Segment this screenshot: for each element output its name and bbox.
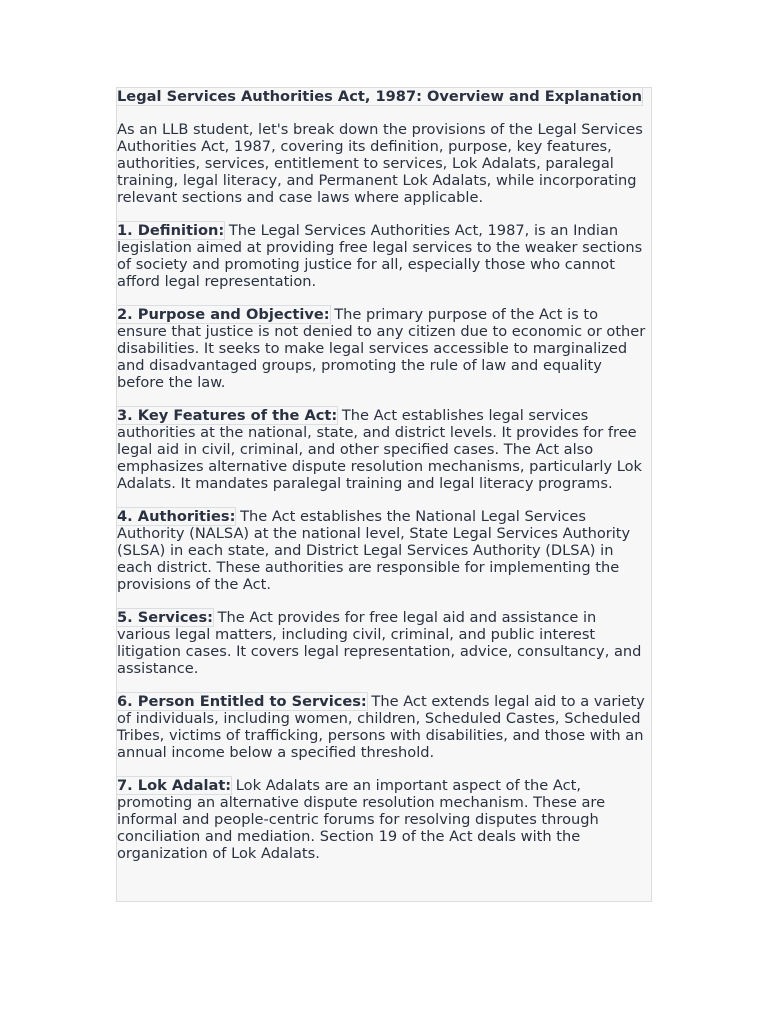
section-body: The Act extends legal aid to a variety of individuals, including women, children, Scheduled Castes, Scheduled Tribes, victims of trafficking, persons with disabilities, and those with an annual income below a specified threshold. (117, 692, 645, 761)
section-body: The Act provides for free legal aid and assistance in various legal matters, including civil, criminal, and public interest litigation cases. It covers legal representation, advice, consultancy, and assistance. (117, 608, 642, 677)
section-heading: 4. Authorities: (117, 507, 236, 525)
section-heading: 2. Purpose and Objective: (117, 305, 330, 323)
section-heading: 6. Person Entitled to Services: (117, 692, 367, 710)
section-lok-adalat (117, 777, 651, 862)
document-body (116, 87, 652, 902)
intro-paragraph: As an LLB student, let's break down the provisions of the Legal Services Authorities Act, 1987, covering its definition, purpose, key features, authorities, services, entitlement to services, Lok Adalats, paralegal training, legal literacy, and Permanent Lok Adalats, while incorporating relevant sections and case laws where applicable. (117, 120, 643, 206)
section-heading: 1. Definition: (117, 221, 225, 239)
section-key-features (117, 407, 651, 492)
section-heading: 7. Lok Adalat: (117, 776, 232, 794)
document-title: Legal Services Authorities Act, 1987: Overview and Explanation (117, 88, 643, 105)
section-body: The Legal Services Authorities Act, 1987, is an Indian legislation aimed at providing free legal services to the weaker sections of society and promoting justice for all, especially those who cannot afford legal representation. (117, 221, 643, 290)
section-heading: 5. Services: (117, 608, 213, 626)
section-definition (117, 222, 651, 290)
section-purpose (117, 306, 651, 391)
section-services (117, 609, 651, 677)
section-body: Lok Adalats are an important aspect of the Act, promoting an alternative dispute resolution mechanism. These are informal and people-centric forums for resolving disputes through conciliation and mediation. Section 19 of the Act deals with the organization of Lok Adalats. (117, 776, 606, 862)
section-body: The primary purpose of the Act is to ensure that justice is not denied to any citizen due to economic or other disabilities. It seeks to make legal services accessible to marginalized and disadvantaged groups, promoting the rule of law and equality before the law. (117, 305, 646, 391)
section-heading: 3. Key Features of the Act: (117, 406, 338, 424)
section-authorities (117, 508, 651, 593)
section-body: The Act establishes legal services authorities at the national, state, and district levels. It provides for free legal aid in civil, criminal, and other specified cases. The Act also emphasizes alternative dispute resolution mechanisms, particularly Lok Adalats. It mandates paralegal training and legal literacy programs. (117, 406, 642, 492)
section-persons-entitled (117, 693, 651, 761)
section-body: The Act establishes the National Legal Services Authority (NALSA) at the national level, State Legal Services Authority (SLSA) in each state, and District Legal Services Authority (DLSA) in each district. These authorities are responsible for implementing the provisions of the Act. (117, 507, 631, 593)
